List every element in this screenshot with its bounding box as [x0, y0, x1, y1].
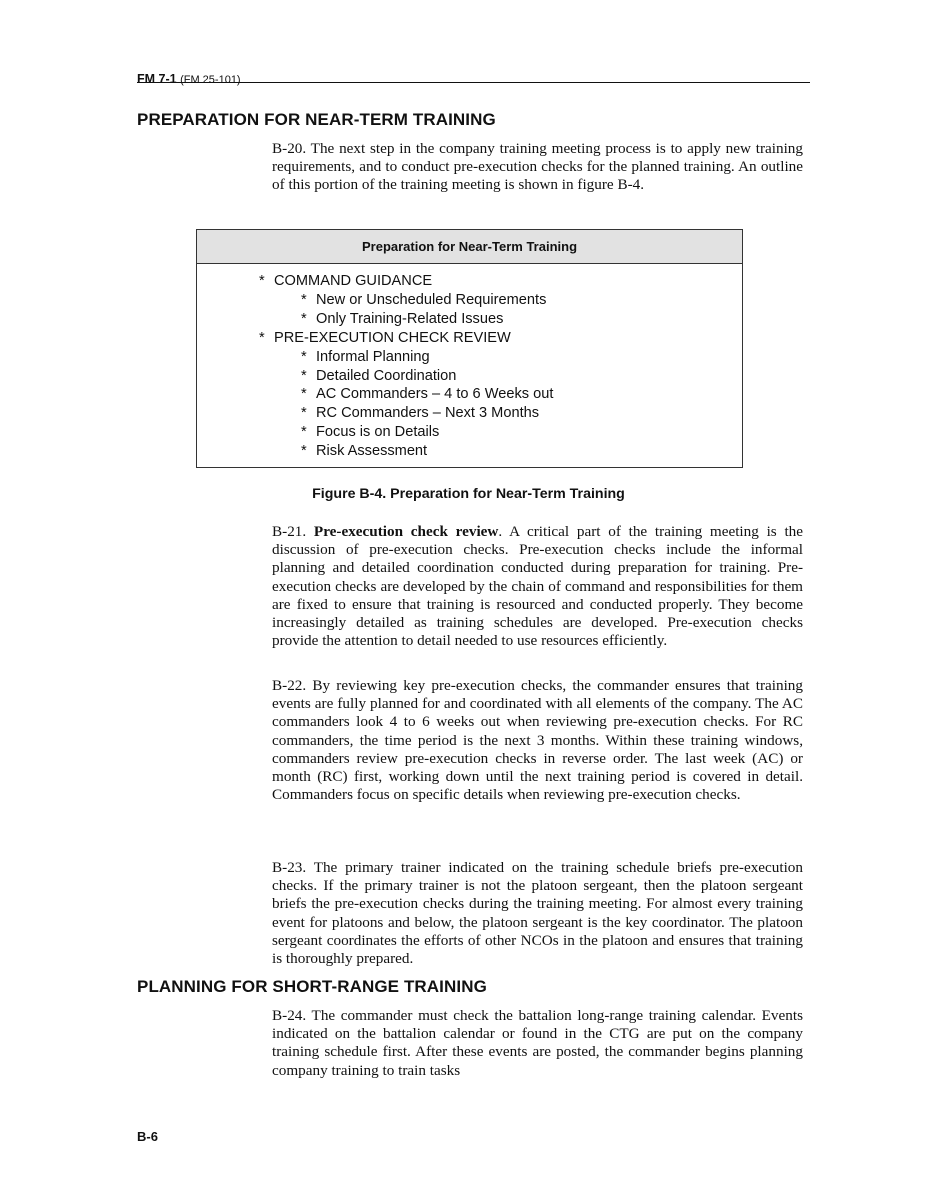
outline-item-text: Only Training-Related Issues [316, 310, 504, 327]
section-heading-planning: PLANNING FOR SHORT-RANGE TRAINING [137, 977, 487, 996]
section-heading-preparation: PREPARATION FOR NEAR-TERM TRAINING [137, 110, 496, 129]
paragraph-body: . A critical part of the training meeting is the discussion of pre-execution checks. Pre-execution checks include the informal planning and detailed coordination conducted during preparation for training. Pre-execution checks are developed by the chain of command and responsibilities for them are fixed to ensure that training is resourced and conducted properly. They become increasingly detailed as training schedules are developed. Pre-execution checks provide the attention to detail needed to use resources efficiently. [272, 523, 804, 650]
outline-item-text: Focus is on Details [316, 424, 440, 441]
asterisk-bullet-icon: * [301, 310, 307, 327]
outline-item-sub [197, 348, 742, 367]
outline-item-sub [197, 385, 742, 404]
outline-item-sub [197, 423, 742, 442]
outline-item-text: Informal Planning [316, 348, 430, 365]
paragraph-b21 [272, 523, 803, 650]
outline-item-text: Risk Assessment [316, 443, 428, 460]
outline-item-text: AC Commanders – 4 to 6 Weeks out [316, 386, 554, 403]
outline-item-main [197, 272, 742, 291]
asterisk-bullet-icon: * [301, 348, 307, 365]
outline-item-sub [197, 442, 742, 461]
paragraph-b23: B-23. The primary trainer indicated on the training schedule briefs pre-execution checks. If the primary trainer is not the platoon sergeant, then the platoon sergeant briefs the pre-execution checks during the training meeting. For almost every training event for platoons and below, the platoon sergeant is the key coordinator. The platoon sergeant coordinates the efforts of other NCOs in the platoon and ensures that training is thoroughly prepared. [272, 859, 803, 968]
outline-item-text: New or Unscheduled Requirements [316, 291, 547, 308]
header-rule [137, 82, 810, 83]
asterisk-bullet-icon: * [301, 291, 307, 308]
outline-item-text: Detailed Coordination [316, 367, 457, 384]
outline-item-sub [197, 291, 742, 310]
figure-caption: Figure B-4. Preparation for Near-Term Training [312, 486, 625, 502]
paragraph-b24: B-24. The commander must check the battalion long-range training calendar. Events indicated on the battalion calendar or found in the CTG are put on the company training schedule first. After these events are posted, the commander begins planning company training to train tasks [272, 1007, 803, 1079]
outline-item-sub [197, 367, 742, 386]
figure-outline-list [197, 264, 742, 461]
outline-item-main [197, 329, 742, 348]
paragraph-lead-in: Pre-execution check review [313, 523, 499, 540]
asterisk-bullet-icon: * [301, 367, 307, 384]
manual-number: FM 7-1 [137, 72, 177, 86]
asterisk-bullet-icon: * [301, 443, 307, 460]
outline-item-text: RC Commanders – Next 3 Months [316, 405, 540, 422]
asterisk-bullet-icon: * [259, 329, 265, 346]
outline-item-sub [197, 404, 742, 423]
paragraph-number: B-21. [272, 523, 307, 540]
page-number: B-6 [137, 1129, 158, 1144]
header-text [137, 72, 245, 86]
asterisk-bullet-icon: * [301, 405, 307, 422]
outline-item-text: PRE-EXECUTION CHECK REVIEW [274, 329, 511, 346]
paragraph-b22: B-22. By reviewing key pre-execution checks, the commander ensures that training events are fully planned for and coordinated with all elements of the company. The AC commanders look 4 to 6 weeks out when reviewing pre-execution checks. For RC commanders, the time period is the next 3 months. Within these training windows, commanders review pre-execution checks in reverse order. The last week (AC) or month (RC) first, working down until the next training period is covered in detail. Commanders focus on specific details when reviewing pre-execution checks. [272, 677, 803, 804]
running-header [137, 72, 810, 90]
asterisk-bullet-icon: * [259, 273, 265, 289]
paragraph-b20: B-20. The next step in the company training meeting process is to apply new training requirements, and to conduct pre-execution checks for the planned training. An outline of this portion of the training meeting is shown in figure B-4. [272, 140, 803, 194]
manual-alt-number: (FM 25-101) [180, 74, 241, 86]
asterisk-bullet-icon: * [301, 424, 307, 441]
outline-item-sub [197, 310, 742, 329]
figure-title: Preparation for Near-Term Training [197, 230, 742, 264]
asterisk-bullet-icon: * [301, 386, 307, 403]
figure-b4 [196, 229, 743, 468]
outline-item-text: COMMAND GUIDANCE [274, 273, 433, 289]
